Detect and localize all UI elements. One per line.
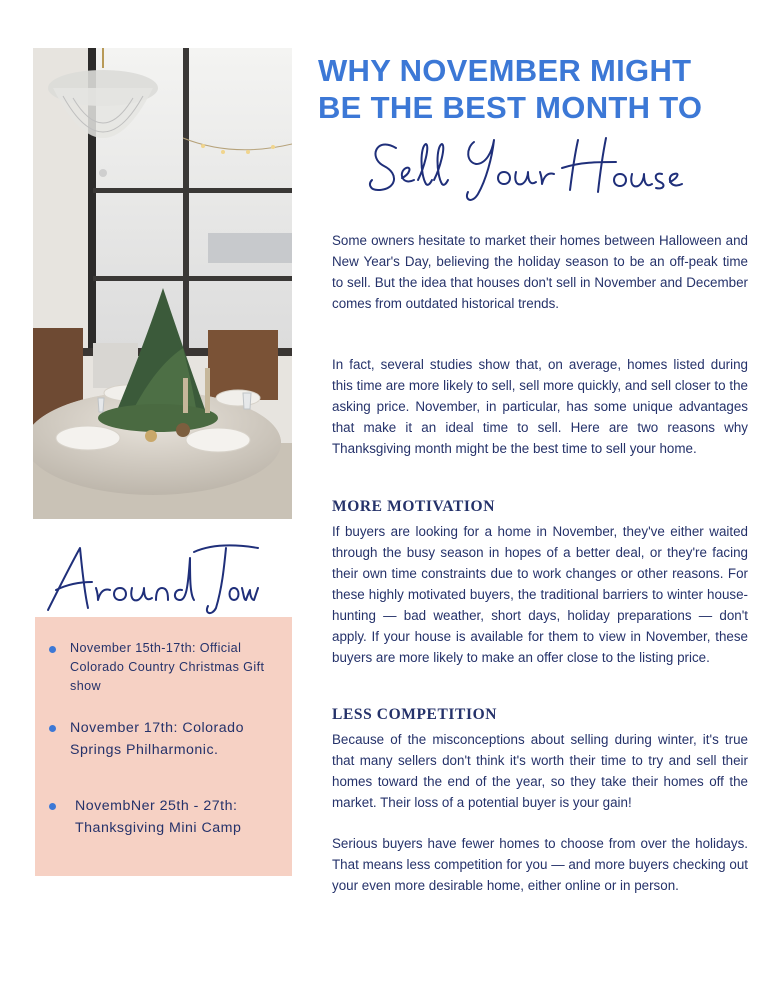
event-text: November 15th-17th: Official Colorado Country Christmas Gift show xyxy=(70,641,265,693)
event-item xyxy=(70,639,285,696)
bullet-dot-icon xyxy=(49,803,56,810)
event-text: November 17th: Colorado Springs Philharmonic. xyxy=(70,720,244,758)
intro-paragraph-2: In fact, several studies show that, on average, homes listed during this time are more likely to sell, sell more quickly, and sell closer to the asking price. November, in particular, has some unique advantages that make it an ideal time to sell. Here are two reasons why Thanksgiving month might be the best time to sell your home. xyxy=(332,357,748,456)
event-text: NovembNer 25th - 27th: Thanksgiving Mini Camp xyxy=(75,798,242,836)
intro-paragraph-1: Some owners hesitate to market their homes between Halloween and New Year's Day, believing the holiday season to be an off-peak time to sell. But the idea that houses don't sell in November and December comes from outdated historical trends. xyxy=(332,233,748,311)
holiday-table-photo xyxy=(33,48,292,519)
bullet-dot-icon xyxy=(49,646,56,653)
bullet-dot-icon xyxy=(49,725,56,732)
section-text-less-competition: Because of the misconceptions about selling during winter, it's true that many sellers don't think it's worth their time to try and sell their homes toward the end of the year, so they take their homes off the market. Their loss of a potential buyer is your gain! xyxy=(332,732,748,810)
event-item xyxy=(70,717,285,761)
script-title-art xyxy=(366,128,686,206)
script-title-sell-your-house xyxy=(366,128,686,206)
section-heading-less-competition: LESS COMPETITION xyxy=(332,706,498,723)
title-line-1: WHY NOVEMBER MIGHT xyxy=(318,53,692,88)
section-text-less-competition-2: Serious buyers have fewer homes to choose from over the holidays. That means less competition for you — and more buyers checking out your even more desirable home, either online or in person. xyxy=(332,836,748,893)
section-heading-more-motivation: MORE MOTIVATION xyxy=(332,498,496,515)
around-town-title xyxy=(44,538,264,620)
section-text-more-motivation: If buyers are looking for a home in November, they've either waited through the busy season in hopes of a better deal, or they're facing their own time constraints due to work changes or other reasons. For these highly motivated buyers, the traditional barriers to winter house-hunting — bad weather, short days, holiday preparations — don't apply. If your house is available for them to view in November, these buyers are more likely to make an offer close to the listing price. xyxy=(332,524,748,665)
article-title xyxy=(318,52,758,126)
event-item xyxy=(75,795,285,839)
title-line-2: BE THE BEST MONTH TO xyxy=(318,90,703,125)
around-town-script-art xyxy=(44,538,264,620)
